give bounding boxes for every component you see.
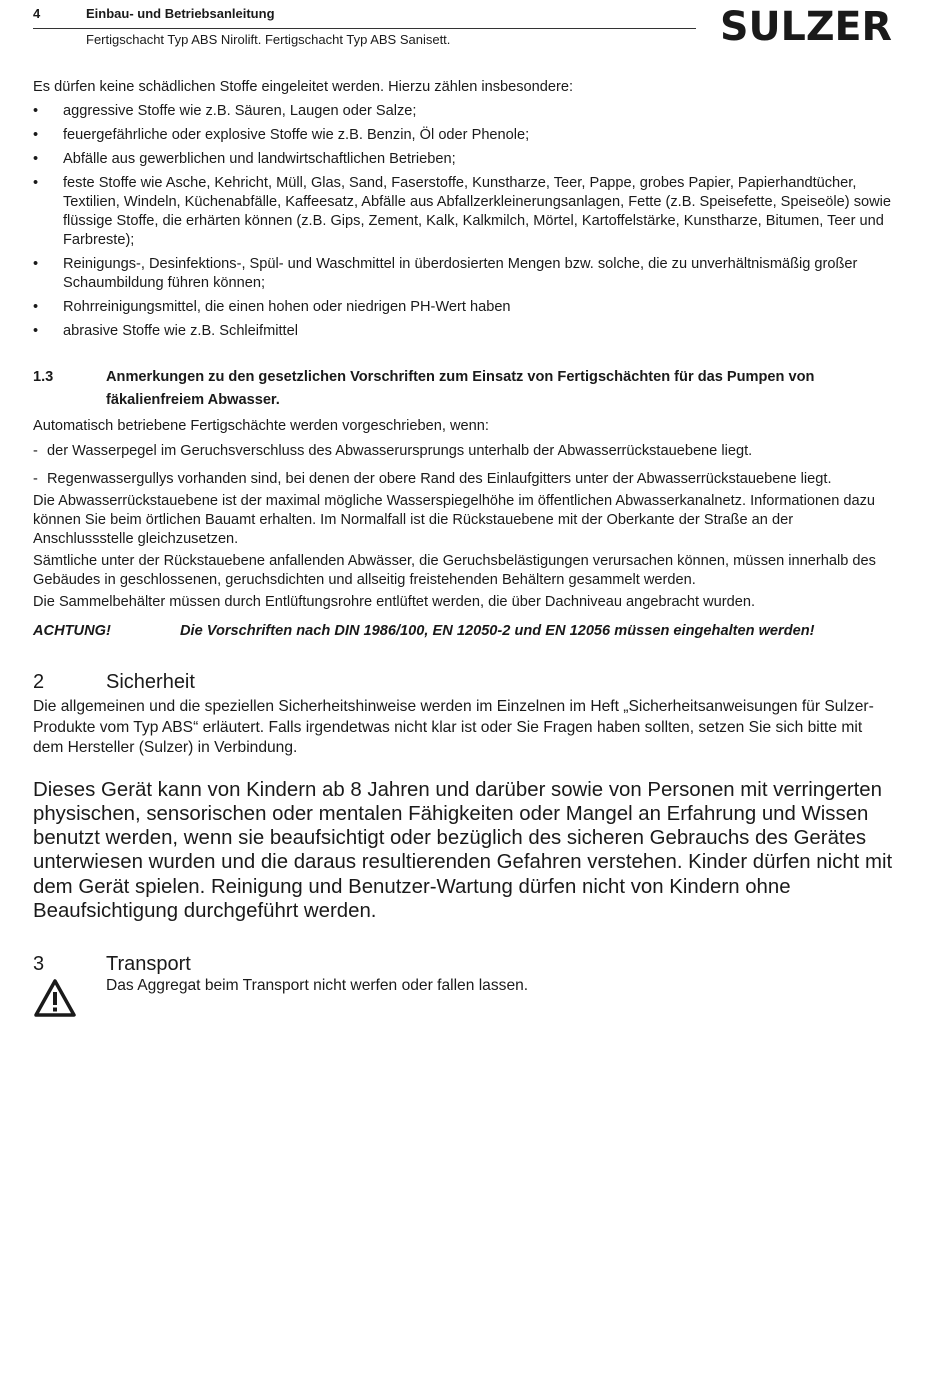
section-1-3-lead: Automatisch betriebene Fertigschächte werden vorgeschrieben, wenn:: [33, 418, 489, 434]
children-safety-notice: Dieses Gerät kann von Kindern ab 8 Jahren und darüber sowie von Personen mit verringerten physischen, sensorischen oder mentalen Fähigkeiten oder Mangel an Erfahrung und Wissen benutzt werden, wenn sie beaufsichtigt oder bezüglich des sicheren Gebrauchs des Gerätes unterwiesen wurden und die daraus resultierenden Gefahren verstehen. Kinder dürfen nicht mit dem Gerät spielen. Reinigung und Benutzer-Wartung dürfen nicht von Kindern ohne Beaufsichtigung durchgeführt werden.: [33, 778, 893, 922]
page-number: 4: [33, 6, 41, 21]
list-item: - Regenwassergullys vorhanden sind, bei denen der obere Rand des Einlaufgitters unter der Abwasserrückstauebene liegt.: [33, 471, 832, 487]
warning-note: [33, 622, 893, 641]
list-item: • Abfälle aus gewerblichen und landwirtschaftlichen Betrieben;: [33, 151, 456, 167]
list-item: • feste Stoffe wie Asche, Kehricht, Müll, Glas, Sand, Faserstoffe, Kunstharze, Teer, Pappe, grobes Papier, Papierhandtücher, Textilien, Windeln, Küchenabfälle, Kaffeesatz, Abfälle aus Abfallzerkleinerungsanlagen, Fette (z.B. Speisefette, Speiseöle) sowie flüssige Stoffe, die erhärten können (z.B. Gips, Zement, Kalk, Kalkmilch, Mörtel, Kartoffelstärke, Kunstharze, Bitumen, Teer und Farbreste);: [33, 175, 892, 248]
document-subtitle: Fertigschacht Typ ABS Nirolift. Fertigschacht Typ ABS Sanisett.: [86, 32, 451, 47]
page-header: [33, 6, 696, 29]
paragraph: Sämtliche unter der Rückstauebene anfallenden Abwässer, die Geruchsbelästigungen verursachen können, müssen innerhalb des Gebäudes in geschlossenen, geruchsdichten und allseitig freistehenden Behältern gesammelt werden.: [33, 553, 876, 588]
prohibited-substances-list: [33, 102, 893, 341]
section-2-heading: [33, 670, 893, 694]
list-item: • feuergefährliche oder explosive Stoffe wie z.B. Benzin, Öl oder Phenole;: [33, 127, 530, 143]
transport-text: Das Aggregat beim Transport nicht werfen oder fallen lassen.: [106, 977, 529, 995]
list-item: • Reinigungs-, Desinfektions-, Spül- und Waschmittel in überdosierten Mengen bzw. solche, die zu unverhältnismäßig großer Schaumbildung führen können;: [33, 256, 858, 291]
page-body: [33, 78, 893, 1026]
warning-triangle-icon: [33, 978, 77, 1018]
conditions-list: [33, 442, 893, 489]
section-title: Anmerkungen zu den gesetzlichen Vorschriften zum Einsatz von Fertigschächten für das Pumpen von fäkalienfreiem Abwasser.: [106, 369, 815, 408]
section-1-3-heading: [33, 366, 893, 412]
section-title: Transport: [106, 953, 191, 976]
list-item: • aggressive Stoffe wie z.B. Säuren, Laugen oder Salze;: [33, 103, 417, 119]
paragraph: Die Sammelbehälter müssen durch Entlüftungsrohre entlüftet werden, die über Dachniveau angebracht wurden.: [33, 594, 755, 610]
list-item: • Rohrreinigungsmittel, die einen hohen oder niedrigen PH-Wert haben: [33, 299, 511, 315]
section-number: 1.3: [33, 369, 54, 385]
paragraph: Die Abwasserrückstauebene ist der maximal mögliche Wasserspiegelhöhe im öffentlichen Abwasserkanalnetz. Informationen dazu können Sie beim örtlichen Bauamt erhalten. Im Normalfall ist die Rückstauebene mit der Oberkante der Straße an der Anschlussstelle gleichzusetzen.: [33, 493, 876, 547]
safety-paragraph: Die allgemeinen und die speziellen Sicherheitshinweise werden im Einzelnen im Heft „Sicherheitsanweisungen für Sulzer-Produkte vom Typ ABS“ erläutert. Falls irgendetwas nicht klar ist oder Sie Fragen haben sollten, setzen Sie sich bitte mit dem Hersteller (Sulzer) in Verbindung.: [33, 698, 874, 756]
svg-text:SULZER: SULZER: [720, 9, 892, 45]
section-3-heading: [33, 952, 893, 976]
sulzer-logo: [720, 9, 893, 45]
transport-note: [33, 976, 893, 1026]
warning-text: Die Vorschriften nach DIN 1986/100, EN 12050-2 und EN 12056 müssen eingehalten werden!: [180, 623, 815, 639]
section-title: Sicherheit: [106, 671, 195, 693]
intro-paragraph: Es dürfen keine schädlichen Stoffe eingeleitet werden. Hierzu zählen insbesondere:: [33, 79, 574, 95]
list-item: • abrasive Stoffe wie z.B. Schleifmittel: [33, 323, 298, 339]
warning-label: ACHTUNG!: [33, 623, 111, 639]
document-title: Einbau- und Betriebsanleitung: [86, 6, 275, 21]
list-item: - der Wasserpegel im Geruchsverschluss des Abwasserursprungs unterhalb der Abwasserrückstauebene liegt.: [33, 443, 753, 459]
section-number: 3: [33, 953, 45, 976]
section-number: 2: [33, 671, 45, 693]
